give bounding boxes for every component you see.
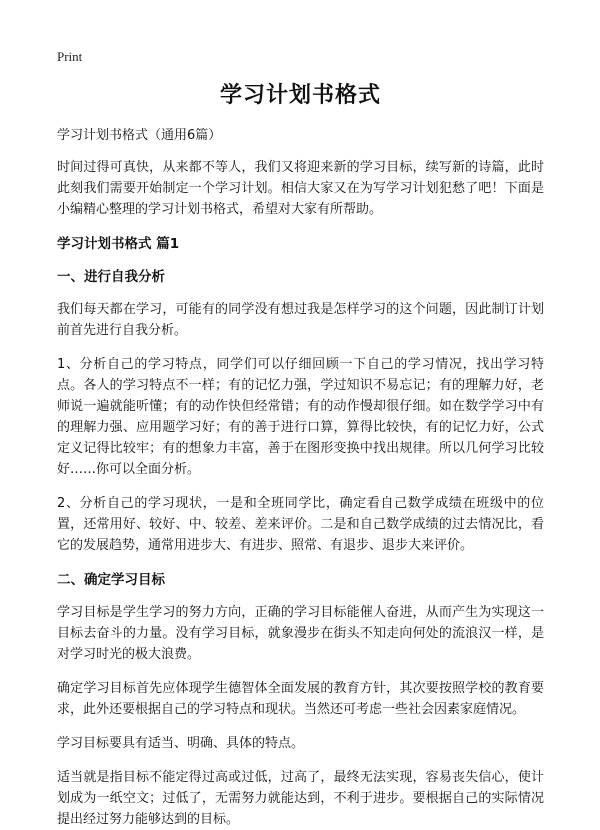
paragraph: 我们每天都在学习，可能有的同学没有想过我是怎样学习的这个问题，因此制订计划前首先进行自我分析。 bbox=[57, 302, 544, 338]
page-title: 学习计划书格式 bbox=[219, 83, 381, 108]
paragraph: 2、分析自己的学习现状，一是和全班同学比，确定看自己数学成绩在班级中的位置，还常用好、较好、中、较差、差来评价。二是和自己数学成绩的过去情况比，看它的发展趋势，通常用进步大、有进步、照常、有退步、退步大来评价。 bbox=[57, 496, 544, 553]
article-heading: 学习计划书格式 篇1 bbox=[57, 236, 180, 252]
paragraph: 确定学习目标首先应体现学生德智体全面发展的教育方针，其次要按照学校的教育要求，此外还要根据自己的学习特点和现状。当然还可考虑一些社会因素家庭情况。 bbox=[57, 681, 544, 717]
intro-paragraph: 时间过得可真快，从来都不等人，我们又将迎来新的学习目标，续写新的诗篇，此时此刻我们需要开始制定一个学习计划。相信大家又在为写学习计划犯愁了吧！下面是小编精心整理的学习计划书格式，希望对大家有所帮助。 bbox=[57, 160, 544, 217]
section-heading-self-analysis: 一、进行自我分析 bbox=[57, 269, 165, 285]
paragraph: 学习目标是学生学习的努力方向，正确的学习目标能催人奋进，从而产生为实现这一目标去奋斗的力量。没有学习目标，就象漫步在街头不知走向何处的流浪汉一样，是对学习时光的极大浪费。 bbox=[57, 605, 544, 662]
print-link[interactable]: Print bbox=[57, 49, 83, 64]
paragraph: 1、分析自己的学习特点，同学们可以仔细回顾一下自己的学习情况，找出学习特点。各人的学习特点不一样；有的记忆力强，学过知识不易忘记；有的理解力好，老师说一遍就能听懂；有的动作快但经常错；有的动作慢却很仔细。如在数学学习中有的理解力强、应用题学习好；有的善于进行口算，算得比较快，有的记忆力好，公式定义记得比较牢；有的想象力丰富，善于在图形变换中找出规律。所以几何学习比较好……你可以全面分析。 bbox=[57, 357, 544, 477]
paragraph: 适当就是指目标不能定得过高或过低，过高了，最终无法实现，容易丧失信心，使计划成为一纸空文；过低了，无需努力就能达到，不利于进步。要根据自己的实际情况提出经过努力能够达到的目标。 bbox=[57, 770, 544, 827]
paragraph: 学习目标要具有适当、明确、具体的特点。 bbox=[57, 736, 305, 751]
document-subtitle: 学习计划书格式（通用6篇） bbox=[57, 128, 222, 143]
section-heading-goals: 二、确定学习目标 bbox=[57, 572, 165, 588]
